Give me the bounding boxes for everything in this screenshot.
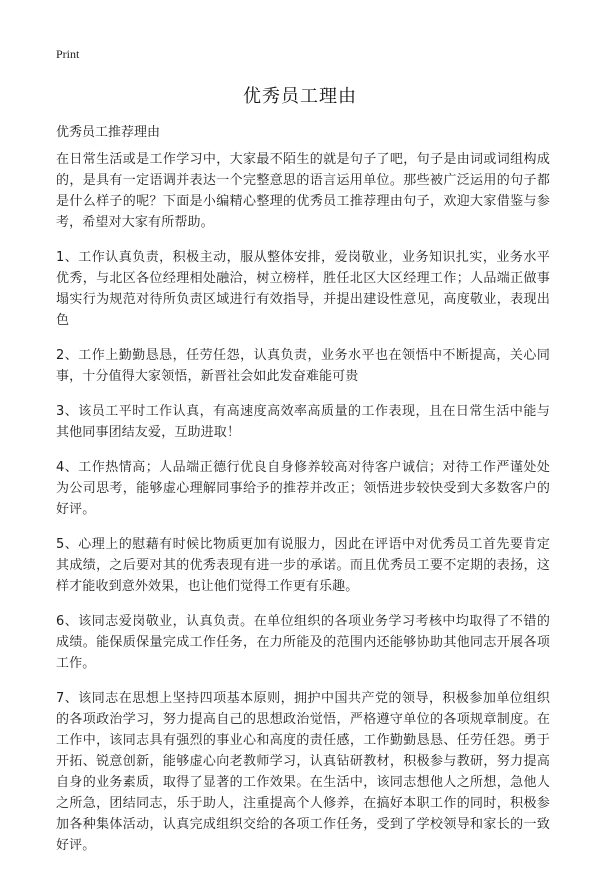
- reason-paragraph-6: 6、该同志爱岗敬业，认真负责。在单位组织的各项业务学习考核中均取得了不错的成绩。能保质保量完成工作任务，在力所能及的范围内还能够协助其他同志开展各项工作。: [56, 614, 550, 671]
- article-body: [56, 149, 550, 870]
- reason-paragraph-2: 2、工作上勤勤恳恳，任劳任怨，认真负责，业务水平也在领悟中不断提高，关心同事，十分值得大家领悟，新晋社会如此发奋难能可贵: [56, 348, 550, 384]
- reason-paragraph-3: 3、该员工平时工作认真，有高速度高效率高质量的工作表现，且在日常生活中能与其他同事团结友爱，互助进取！: [56, 404, 550, 440]
- reason-paragraph-5: 5、心理上的慰藉有时候比物质更加有说服力，因此在评语中对优秀员工首先要肯定其成绩，之后要对其的优秀表现有进一步的承诺。而且优秀员工要不定期的表扬，这样才能收到意外效果，也让他们觉得工作更有乐趣。: [56, 537, 550, 594]
- print-link[interactable]: Print: [56, 47, 80, 61]
- intro-paragraph: 在日常生活或是工作学习中，大家最不陌生的就是句子了吧，句子是由词或词组构成的，是具有一定语调并表达一个完整意思的语言运用单位。那些被广泛运用的句子都是什么样子的呢？下面是小编精心整理的优秀员工推荐理由句子，欢迎大家借鉴与参考，希望对大家有所帮助。: [56, 152, 550, 230]
- reason-paragraph-7: 7、该同志在思想上坚持四项基本原则，拥护中国共产党的领导，积极参加单位组织的各项政治学习，努力提高自己的思想政治觉悟，严格遵守单位的各项规章制度。在工作中，该同志具有强烈的事业心和高度的责任感，工作勤勤恳恳、任劳任怨。勇于开拓、锐意创新，能够虚心向老教师学习，认真钻研教材，积极参与教研，努力提高自身的业务素质，取得了显著的工作效果。在生活中，该同志想他人之所想，急他人之所急，团结同志，乐于助人，注重提高个人修养，在搞好本职工作的同时，积极参加各种集体活动，认真完成组织交给的各项工作任务，受到了学校领导和家长的一致好评。: [56, 691, 550, 853]
- page-title: 优秀员工理由: [243, 86, 357, 107]
- reason-paragraph-1: 1、工作认真负责，积极主动，服从整体安排，爱岗敬业，业务知识扎实，业务水平优秀，与北区各位经理相处融洽，树立榜样，胜任北区大区经理工作；人品端正做事塌实行为规范对待所负责区域进行有效指导，并提出建设性意见，高度敬业，表现出色: [56, 250, 550, 328]
- article-subtitle: 优秀员工推荐理由: [56, 125, 161, 140]
- reason-paragraph-4: 4、工作热情高；人品端正德行优良自身修养较高对待客户诚信；对待工作严谨处处为公司思考，能够虚心理解同事给予的推荐并改正；领悟进步较快受到大多数客户的好评。: [56, 460, 550, 517]
